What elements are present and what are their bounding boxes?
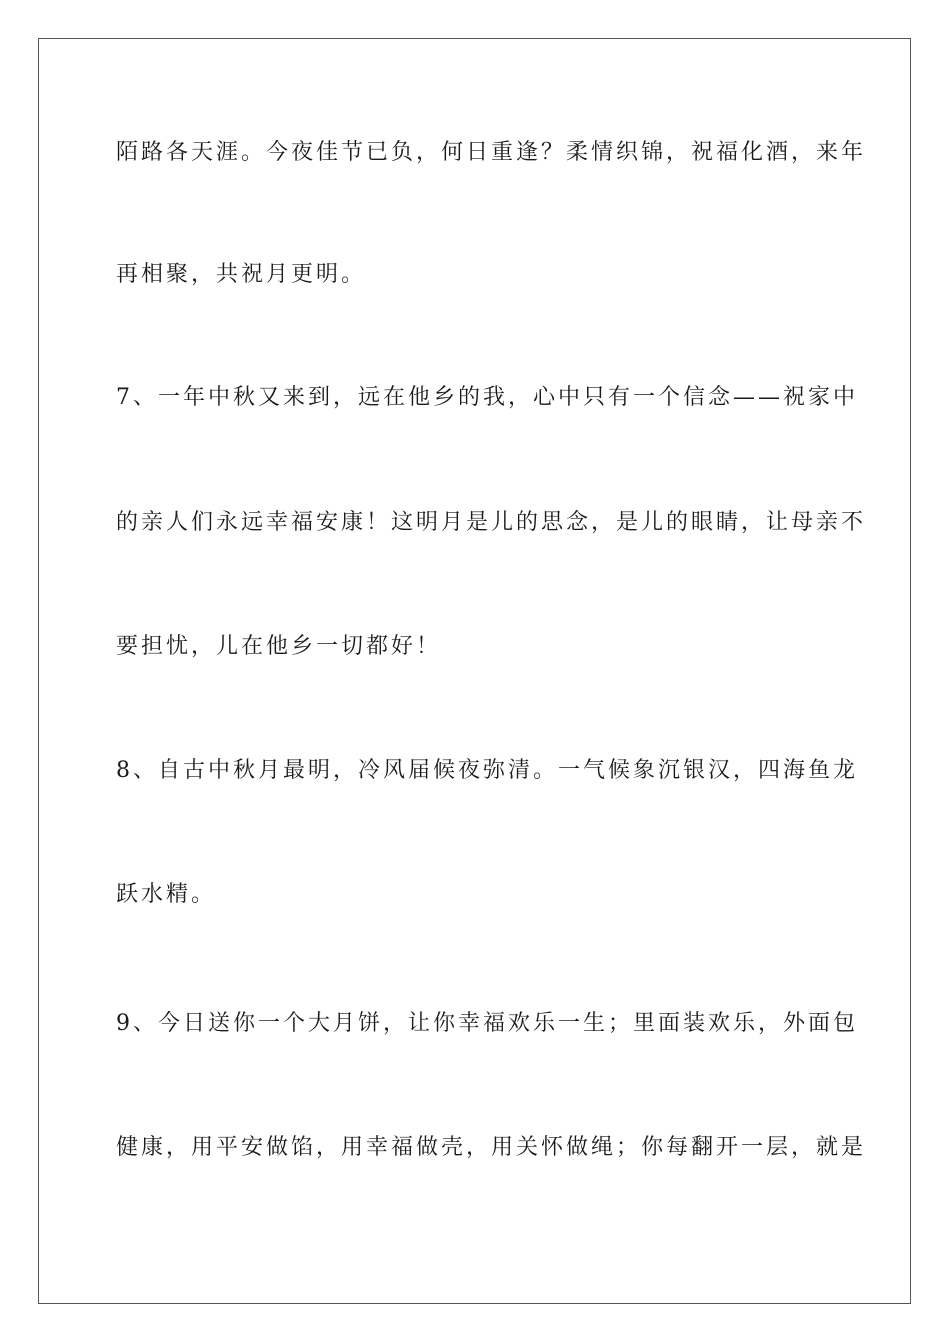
text-line-1: 陌路各天涯。今夜佳节已负，何日重逢？柔情织锦，祝福化酒，来年 xyxy=(116,140,867,165)
text-line-2: 再相聚，共祝月更明。 xyxy=(116,262,367,287)
text-line-7: 跃水精。 xyxy=(116,882,217,907)
text-line-4: 的亲人们永远幸福安康！这明月是儿的思念，是儿的眼睛，让母亲不 xyxy=(116,510,867,535)
text-line-5: 要担忧，儿在他乡一切都好！ xyxy=(116,634,442,659)
text-line-3: 7、一年中秋又来到，远在他乡的我，心中只有一个信念——祝家中 xyxy=(116,385,858,410)
text-line-8: 9、今日送你一个大月饼，让你幸福欢乐一生；里面装欢乐，外面包 xyxy=(116,1011,858,1036)
page-frame xyxy=(38,38,911,1304)
text-line-6: 8、自古中秋月最明，冷风届候夜弥清。一气候象沉银汉，四海鱼龙 xyxy=(116,758,858,783)
text-line-9: 健康，用平安做馅，用幸福做壳，用关怀做绳；你每翻开一层，就是 xyxy=(116,1135,867,1160)
